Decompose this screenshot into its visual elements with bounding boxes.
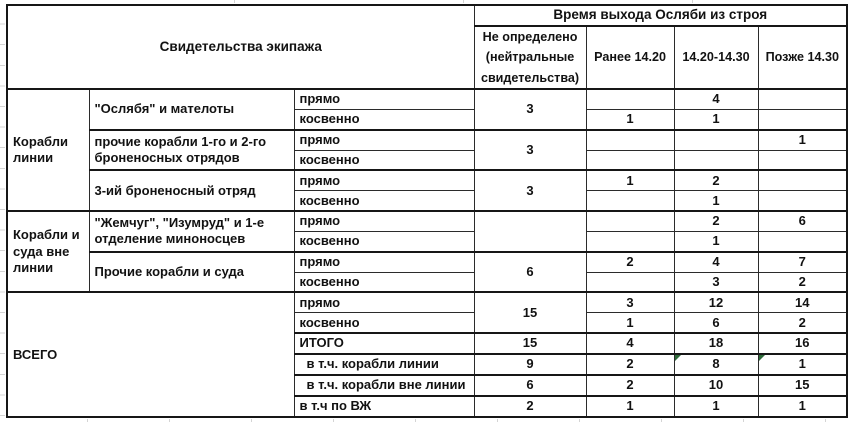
row-kind-label[interactable]: косвенно: [294, 191, 474, 211]
exit-time-header-cell[interactable]: Время выхода Осляби из строя: [474, 5, 847, 26]
value-cell[interactable]: [586, 150, 674, 170]
margin-gridlines-top: [6, 0, 846, 3]
summary-row-label-incl-line[interactable]: в т.ч. корабли линии: [294, 354, 474, 375]
value-cell[interactable]: 1: [758, 130, 847, 150]
row-kind-label[interactable]: косвенно: [294, 150, 474, 170]
value-cell[interactable]: 1: [674, 109, 758, 129]
value-cell[interactable]: 1: [758, 396, 847, 417]
value-cell[interactable]: [674, 150, 758, 170]
value-cell[interactable]: 4: [586, 333, 674, 354]
value-cell[interactable]: 4: [674, 89, 758, 109]
value-cell[interactable]: 2: [586, 354, 674, 375]
row-kind-label[interactable]: косвенно: [294, 272, 474, 292]
merged-value-cell[interactable]: 3: [474, 130, 586, 171]
value-cell[interactable]: 4: [674, 252, 758, 272]
value-cell[interactable]: 1: [586, 396, 674, 417]
value-cell[interactable]: [758, 231, 847, 251]
row-kind-label[interactable]: косвенно: [294, 231, 474, 251]
value-cell[interactable]: 6: [474, 375, 586, 396]
value-text: 8: [712, 356, 720, 372]
merged-value-cell[interactable]: 3: [474, 89, 586, 130]
value-cell[interactable]: 1: [586, 170, 674, 190]
subgroup-label-zhemchug[interactable]: "Жемчуг", "Изумруд" и 1-е отделение миноносцев: [89, 211, 294, 252]
row-kind-label[interactable]: прямо: [294, 211, 474, 231]
value-cell[interactable]: 1: [586, 313, 674, 333]
row-kind-label[interactable]: косвенно: [294, 109, 474, 129]
value-cell[interactable]: [674, 354, 758, 375]
col-header-undefined[interactable]: Не определено (нейтральные свидетельства): [474, 26, 586, 89]
value-cell[interactable]: 3: [674, 272, 758, 292]
value-cell[interactable]: 6: [758, 211, 847, 231]
crew-evidence-header-cell[interactable]: Свидетельства экипажа: [7, 5, 474, 89]
value-cell[interactable]: 14: [758, 292, 847, 312]
value-cell[interactable]: [674, 130, 758, 150]
value-cell[interactable]: 15: [758, 375, 847, 396]
value-cell[interactable]: 10: [674, 375, 758, 396]
value-text: 1: [798, 356, 806, 372]
value-cell[interactable]: 2: [674, 170, 758, 190]
value-cell[interactable]: [758, 89, 847, 109]
value-cell[interactable]: 2: [758, 272, 847, 292]
row-kind-label[interactable]: косвенно: [294, 313, 474, 333]
value-cell[interactable]: [758, 170, 847, 190]
value-cell[interactable]: [586, 272, 674, 292]
value-cell[interactable]: 2: [474, 396, 586, 417]
merged-value-cell[interactable]: [474, 211, 586, 252]
value-cell[interactable]: 1: [674, 191, 758, 211]
value-cell[interactable]: 7: [758, 252, 847, 272]
row-kind-label[interactable]: прямо: [294, 252, 474, 272]
value-cell[interactable]: 2: [586, 252, 674, 272]
value-cell[interactable]: [758, 354, 847, 375]
excel-error-indicator-icon: [759, 355, 765, 361]
summary-row-label-itogo[interactable]: ИТОГО: [294, 333, 474, 354]
value-cell[interactable]: 9: [474, 354, 586, 375]
oslyabya-exit-time-table: [6, 4, 848, 418]
summary-row-label-incl-vzh[interactable]: в т.ч по ВЖ: [294, 396, 474, 417]
value-cell[interactable]: [586, 231, 674, 251]
col-header-early[interactable]: Ранее 14.20: [586, 26, 674, 89]
value-cell[interactable]: 3: [586, 292, 674, 312]
col-header-late[interactable]: Позже 14.30: [758, 26, 847, 89]
group-label-total[interactable]: ВСЕГО: [7, 292, 294, 417]
merged-value-cell[interactable]: 6: [474, 252, 586, 293]
value-cell[interactable]: [586, 130, 674, 150]
value-cell[interactable]: 2: [674, 211, 758, 231]
value-cell[interactable]: [586, 89, 674, 109]
merged-value-cell[interactable]: 15: [474, 292, 586, 333]
value-cell[interactable]: 1: [674, 231, 758, 251]
row-kind-label[interactable]: прямо: [294, 170, 474, 190]
subgroup-label-other-ships[interactable]: Прочие корабли и суда: [89, 252, 294, 293]
value-cell[interactable]: [758, 150, 847, 170]
row-kind-label[interactable]: прямо: [294, 130, 474, 150]
row-kind-label[interactable]: прямо: [294, 89, 474, 109]
value-cell[interactable]: [758, 109, 847, 129]
value-cell[interactable]: 6: [674, 313, 758, 333]
value-cell[interactable]: 15: [474, 333, 586, 354]
group-label-ships-off-line[interactable]: Корабли и суда вне линии: [7, 211, 89, 292]
value-cell[interactable]: 12: [674, 292, 758, 312]
value-cell[interactable]: 18: [674, 333, 758, 354]
excel-error-indicator-icon: [675, 355, 681, 361]
value-cell[interactable]: [586, 191, 674, 211]
subgroup-label-third-detachment[interactable]: 3-ий броненосный отряд: [89, 170, 294, 211]
col-header-mid[interactable]: 14.20-14.30: [674, 26, 758, 89]
value-cell[interactable]: [758, 191, 847, 211]
margin-gridlines-left: [0, 4, 5, 418]
value-cell[interactable]: 2: [586, 375, 674, 396]
summary-row-label-incl-offline[interactable]: в т.ч. корабли вне линии: [294, 375, 474, 396]
row-kind-label[interactable]: прямо: [294, 292, 474, 312]
subgroup-label-other-detachments[interactable]: прочие корабли 1-го и 2-го броненосных отрядов: [89, 130, 294, 171]
value-cell[interactable]: 2: [758, 313, 847, 333]
value-cell[interactable]: [586, 211, 674, 231]
value-cell[interactable]: 1: [674, 396, 758, 417]
merged-value-cell[interactable]: 3: [474, 170, 586, 211]
group-label-ships-of-line[interactable]: Корабли линии: [7, 89, 89, 211]
subgroup-label-oslyabya[interactable]: "Ослябя" и мателоты: [89, 89, 294, 130]
value-cell[interactable]: 1: [586, 109, 674, 129]
value-cell[interactable]: 16: [758, 333, 847, 354]
